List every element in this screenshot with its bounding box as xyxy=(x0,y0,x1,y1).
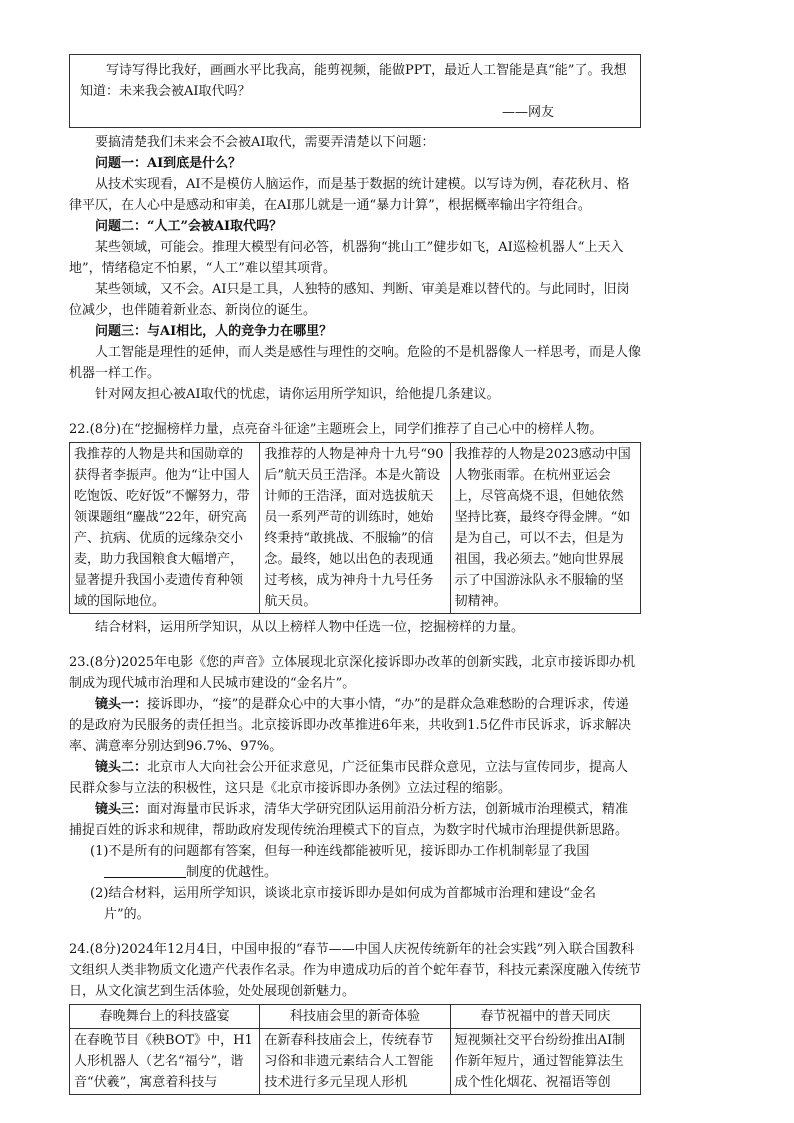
table-cell: 短视频社交平台纷纷推出AI制作新年短片，通过智能算法生成个性化烟花、祝福语等创 xyxy=(450,1029,640,1095)
table-header-row xyxy=(70,1005,641,1029)
exam-page xyxy=(69,54,641,1098)
q21-problem2-title: 问题二：“人工”会被AI取代吗？ xyxy=(95,219,283,234)
spring-festival-table xyxy=(69,1004,641,1095)
q21-problem3-text: 人工智能是理性的延伸，而人类是感性与理性的交响。危险的不是机器像人一样思考，而是人像机器一样工作。 xyxy=(69,345,642,381)
q21-problem1-title: 问题一：AI到底是什么？ xyxy=(95,156,242,171)
q23-sub1: (1)不是所有的问题都有答案，但每一种连线都能被听见，接诉即办工作机制彰显了我国 制度的优越性。 xyxy=(90,844,590,880)
q23-scene2: 镜头二：北京市人大向社会公开征求意见，广泛征集市民群众意见，立法与宣传同步，提高人民群众参与立法的积极性，这只是《北京市接诉即办条例》立法过程的缩影。 xyxy=(69,760,629,796)
q21-problem2-text-a: 某些领域，可能会。推理大模型有问必答，机器狗“挑山工”健步如飞，AI巡检机器人“上天入地”，情绪稳定不怕累，“人工”难以望其项背。 xyxy=(69,240,624,276)
q21-task: 针对网友担心被AI取代的忧虑，请你运用所学知识，给他提几条建议。 xyxy=(95,387,500,402)
q23-scene3: 镜头三：面对海量市民诉求，清华大学研究团队运用前沿分析方法，创新城市治理模式，精准捕捉百姓的诉求和规律，帮助政府发现传统治理模式下的盲点，为数字时代城市治理提供新思路。 xyxy=(69,802,629,838)
table-header: 春节祝福中的普天同庆 xyxy=(450,1005,640,1029)
q21-problem3-title: 问题三：与AI相比，人的竞争力在哪里？ xyxy=(95,324,333,339)
q22-task: 结合材料，运用所学知识，从以上榜样人物中任选一位，挖掘榜样的力量。 xyxy=(95,620,525,635)
q23-scene1: 镜头一：接诉即办，“接”的是群众心中的大事小情，“办”的是群众急难愁盼的合理诉求，传递的是政府为民服务的责任担当。北京接诉即办改革推进6年来，共收到1.5亿件市民诉求，诉求解决率、满意率分别达到96.7%、97%。 xyxy=(69,697,631,754)
table-row xyxy=(70,443,641,614)
table-header: 春晚舞台上的科技盛宴 xyxy=(70,1005,260,1029)
question-23 xyxy=(69,652,641,925)
table-row xyxy=(70,1029,641,1095)
q21-intro: 要搞清楚我们未来会不会被AI取代，需要弄清楚以下问题： xyxy=(95,135,435,150)
q21-problem1-text: 从技术实现看，AI不是模仿人脑运作，而是基于数据的统计建模。以写诗为例，春花秋月、格律平仄，在人心中是感动和审美，在AI那儿就是一通“暴力计算”，根据概率输出字符组合。 xyxy=(69,177,630,213)
question-21-material xyxy=(69,132,641,405)
role-model-cell-3: 我推荐的人物是2023感动中国人物张雨霏。在杭州亚运会上，尽管高烧不退，但她依然坚持比赛，最终夺得金牌。“如是为自己，可以不去，但是为祖国，我必须去。”她向世界展示了中国游泳队永不服输的坚韧精神。 xyxy=(450,443,640,614)
question-24 xyxy=(69,939,641,1095)
table-cell: 在新春科技庙会上，传统春节习俗和非遗元素结合人工智能技术进行多元呈现人形机 xyxy=(260,1029,450,1095)
quote-box xyxy=(69,54,641,128)
q21-problem2-text-b: 某些领域，又不会。AI只是工具，人独特的感知、判断、审美是难以替代的。与此同时，旧岗位减少，也伴随着新业态、新岗位的诞生。 xyxy=(69,282,630,318)
q22-stem: 22.(8分)在“挖掘榜样力量，点亮奋斗征途”主题班会上，同学们推荐了自己心中的榜样人物。 xyxy=(69,422,603,437)
table-cell: 在春晚节目《秧BOT》中，H1人形机器人（艺名“福兮”，谐音“伏羲”，寓意着科技与 xyxy=(70,1029,260,1095)
answer-blank[interactable] xyxy=(104,863,186,878)
q23-sub2: (2)结合材料，运用所学知识，谈谈北京市接诉即办是如何成为首都城市治理和建设“金名片”的。 xyxy=(90,886,597,922)
question-22 xyxy=(69,419,641,638)
q23-stem: 23.(8分)2025年电影《您的声音》立体展现北京深化接诉即办改革的创新实践，北京市接诉即办机制成为现代城市治理和人民城市建设的“金名片”。 xyxy=(69,655,636,691)
quote-source: ——网友 xyxy=(501,105,554,120)
quote-text: 写诗写得比我好，画画水平比我高，能剪视频，能做PPT，最近人工智能是真“能”了。我想知道：未来我会被AI取代吗？ xyxy=(80,63,627,99)
role-model-cell-2: 我推荐的人物是神舟十九号“90后”航天员王浩泽。本是火箭设计师的王浩泽，面对选拔航天员一系列严苛的训练时，她始终秉持“敢挑战、不服输”的信念。最终，她以出色的表现通过考核，成为神舟十九号任务航天员。 xyxy=(260,443,450,614)
role-model-table xyxy=(69,442,641,614)
table-header: 科技庙会里的新奇体验 xyxy=(260,1005,450,1029)
role-model-cell-1: 我推荐的人物是共和国勋章的获得者李振声。他为“让中国人吃饱饭、吃好饭”不懈努力，带领课题组“鏖战”22年，研究高产、抗病、优质的远缘杂交小麦，助力我国粮食大幅增产，显著提升我国小麦遗传育种领域的国际地位。 xyxy=(70,443,260,614)
q24-stem: 24.(8分)2024年12月4日，中国申报的“春节——中国人庆祝传统新年的社会实践”列入联合国教科文组织人类非物质文化遗产代表作名录。作为申遗成功后的首个蛇年春节，科技元素深度融入传统节日，从文化演艺到生活体验，处处展现创新魅力。 xyxy=(69,942,642,999)
